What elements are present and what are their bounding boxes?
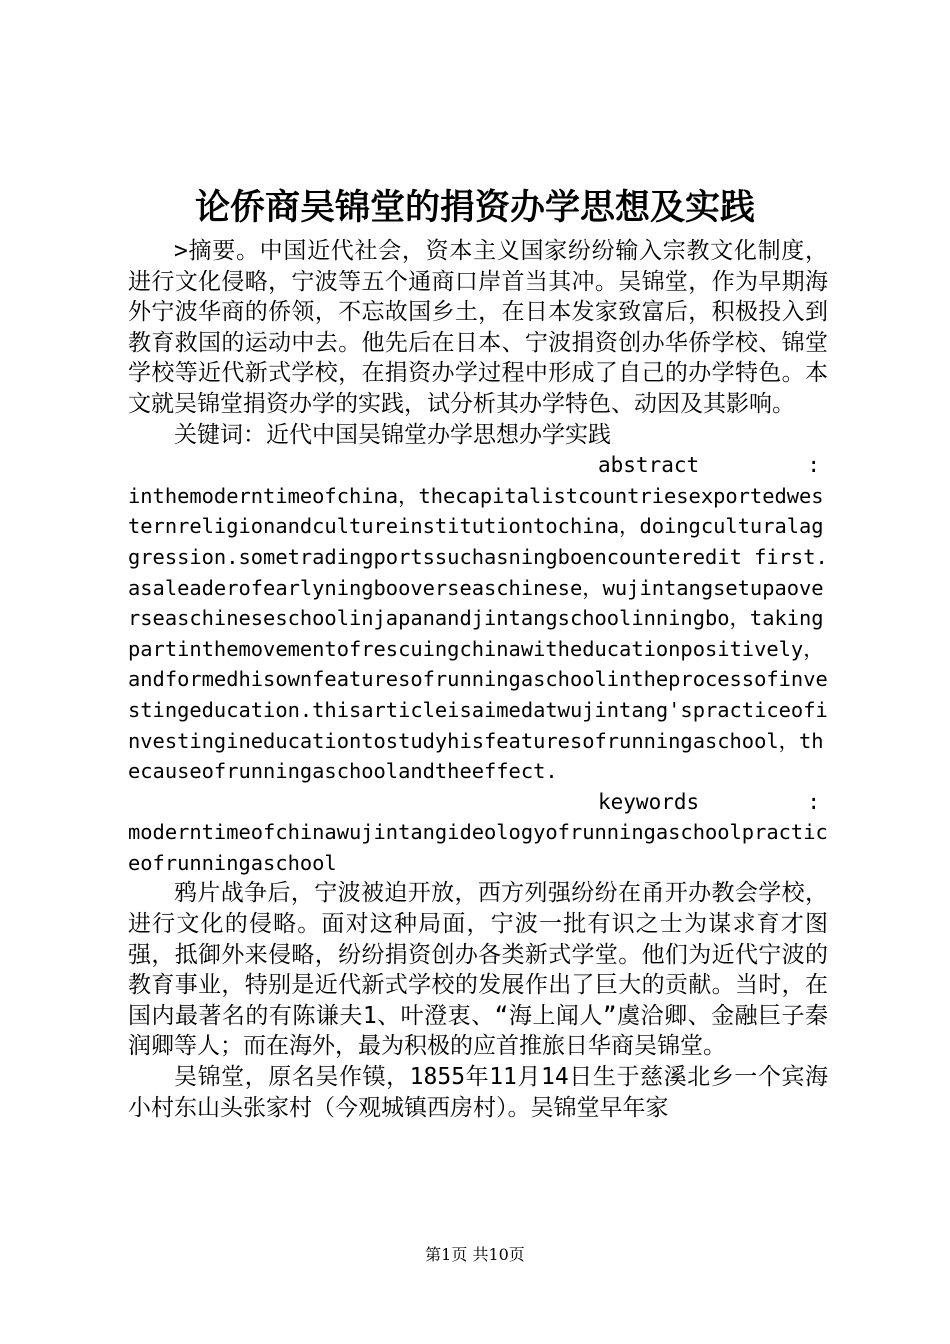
abstract-en-label: abstract <box>598 453 700 478</box>
body-paragraph-1: 鸦片战争后，宁波被迫开放，西方列强纷纷在甬开办教会学校，进行文化的侵略。面对这种局面，宁波一批有识之士为谋求育才图强，抵御外来侵略，纷纷捐资创办各类新式学堂。他们为近代宁波的教育事业，特别是近代新式学校的发展作出了巨大的贡献。当时，在国内最著名的有陈谦夫1、叶澄衷、“海上闻人”虞洽卿、金融巨子秦润卿等人；而在海外，最为积极的应首推旅日华商吴锦堂。 <box>128 880 828 1060</box>
document-body <box>128 236 828 1123</box>
document-title: 论侨商吴锦堂的捐资办学思想及实践 <box>194 187 755 228</box>
keywords-en: moderntimeofchinawujintangideologyofrunningaschoolpracticeofrunningaschool <box>128 820 828 875</box>
abstract-en: inthemoderntimeofchina，thecapitalistcountriesexportedwesternreligionandcultureinstitutiontochina，doingculturalaggression.sometradingportssuchasningboencounteredit first.asaleaderofearlyningbooverseaschinese，wujintangsetupaoverseaschineseschoolinjapanandjintangschoolinningbo，takingpartinthemovementofrescuingchinawitheducationpositively，andformedhisownfeaturesofrunningaschoolintheprocessofinvestingeducation.thisarticleisaimedatwujintang'spracticeofinvestingineducationtostudyhisfeaturesofrunningaschool，thecauseofrunningaschoolandtheeffect. <box>128 483 828 784</box>
keywords-cn: 关键词：近代中国吴锦堂办学思想办学实践 <box>174 421 611 448</box>
keywords-en-heading <box>128 787 828 818</box>
abstract-cn: >摘要。中国近代社会，资本主义国家纷纷输入宗教文化制度，进行文化侵略，宁波等五个通商口岸首当其冲。吴锦堂，作为早期海外宁波华商的侨领，不忘故国乡土，在日本发家致富后，积极投入到教育救国的运动中去。他先后在日本、宁波捐资创办华侨学校、锦堂学校等近代新式学校，在捐资办学过程中形成了自己的办学特色。本文就吴锦堂捐资办学的实践，试分析其办学特色、动因及其影响。 <box>128 238 828 417</box>
keywords-en-colon: : <box>807 789 820 814</box>
abstract-en-colon: : <box>807 453 820 478</box>
page-footer: 第1页 共10页 <box>425 1245 525 1264</box>
keywords-en-label: keywords <box>598 789 700 814</box>
abstract-en-heading <box>128 450 828 481</box>
body-paragraph-2: 吴锦堂，原名吴作镆，1855年11月14日生于慈溪北乡一个宾海小村东山头张家村（今观城镇西房村）。吴锦堂早年家 <box>128 1064 828 1121</box>
